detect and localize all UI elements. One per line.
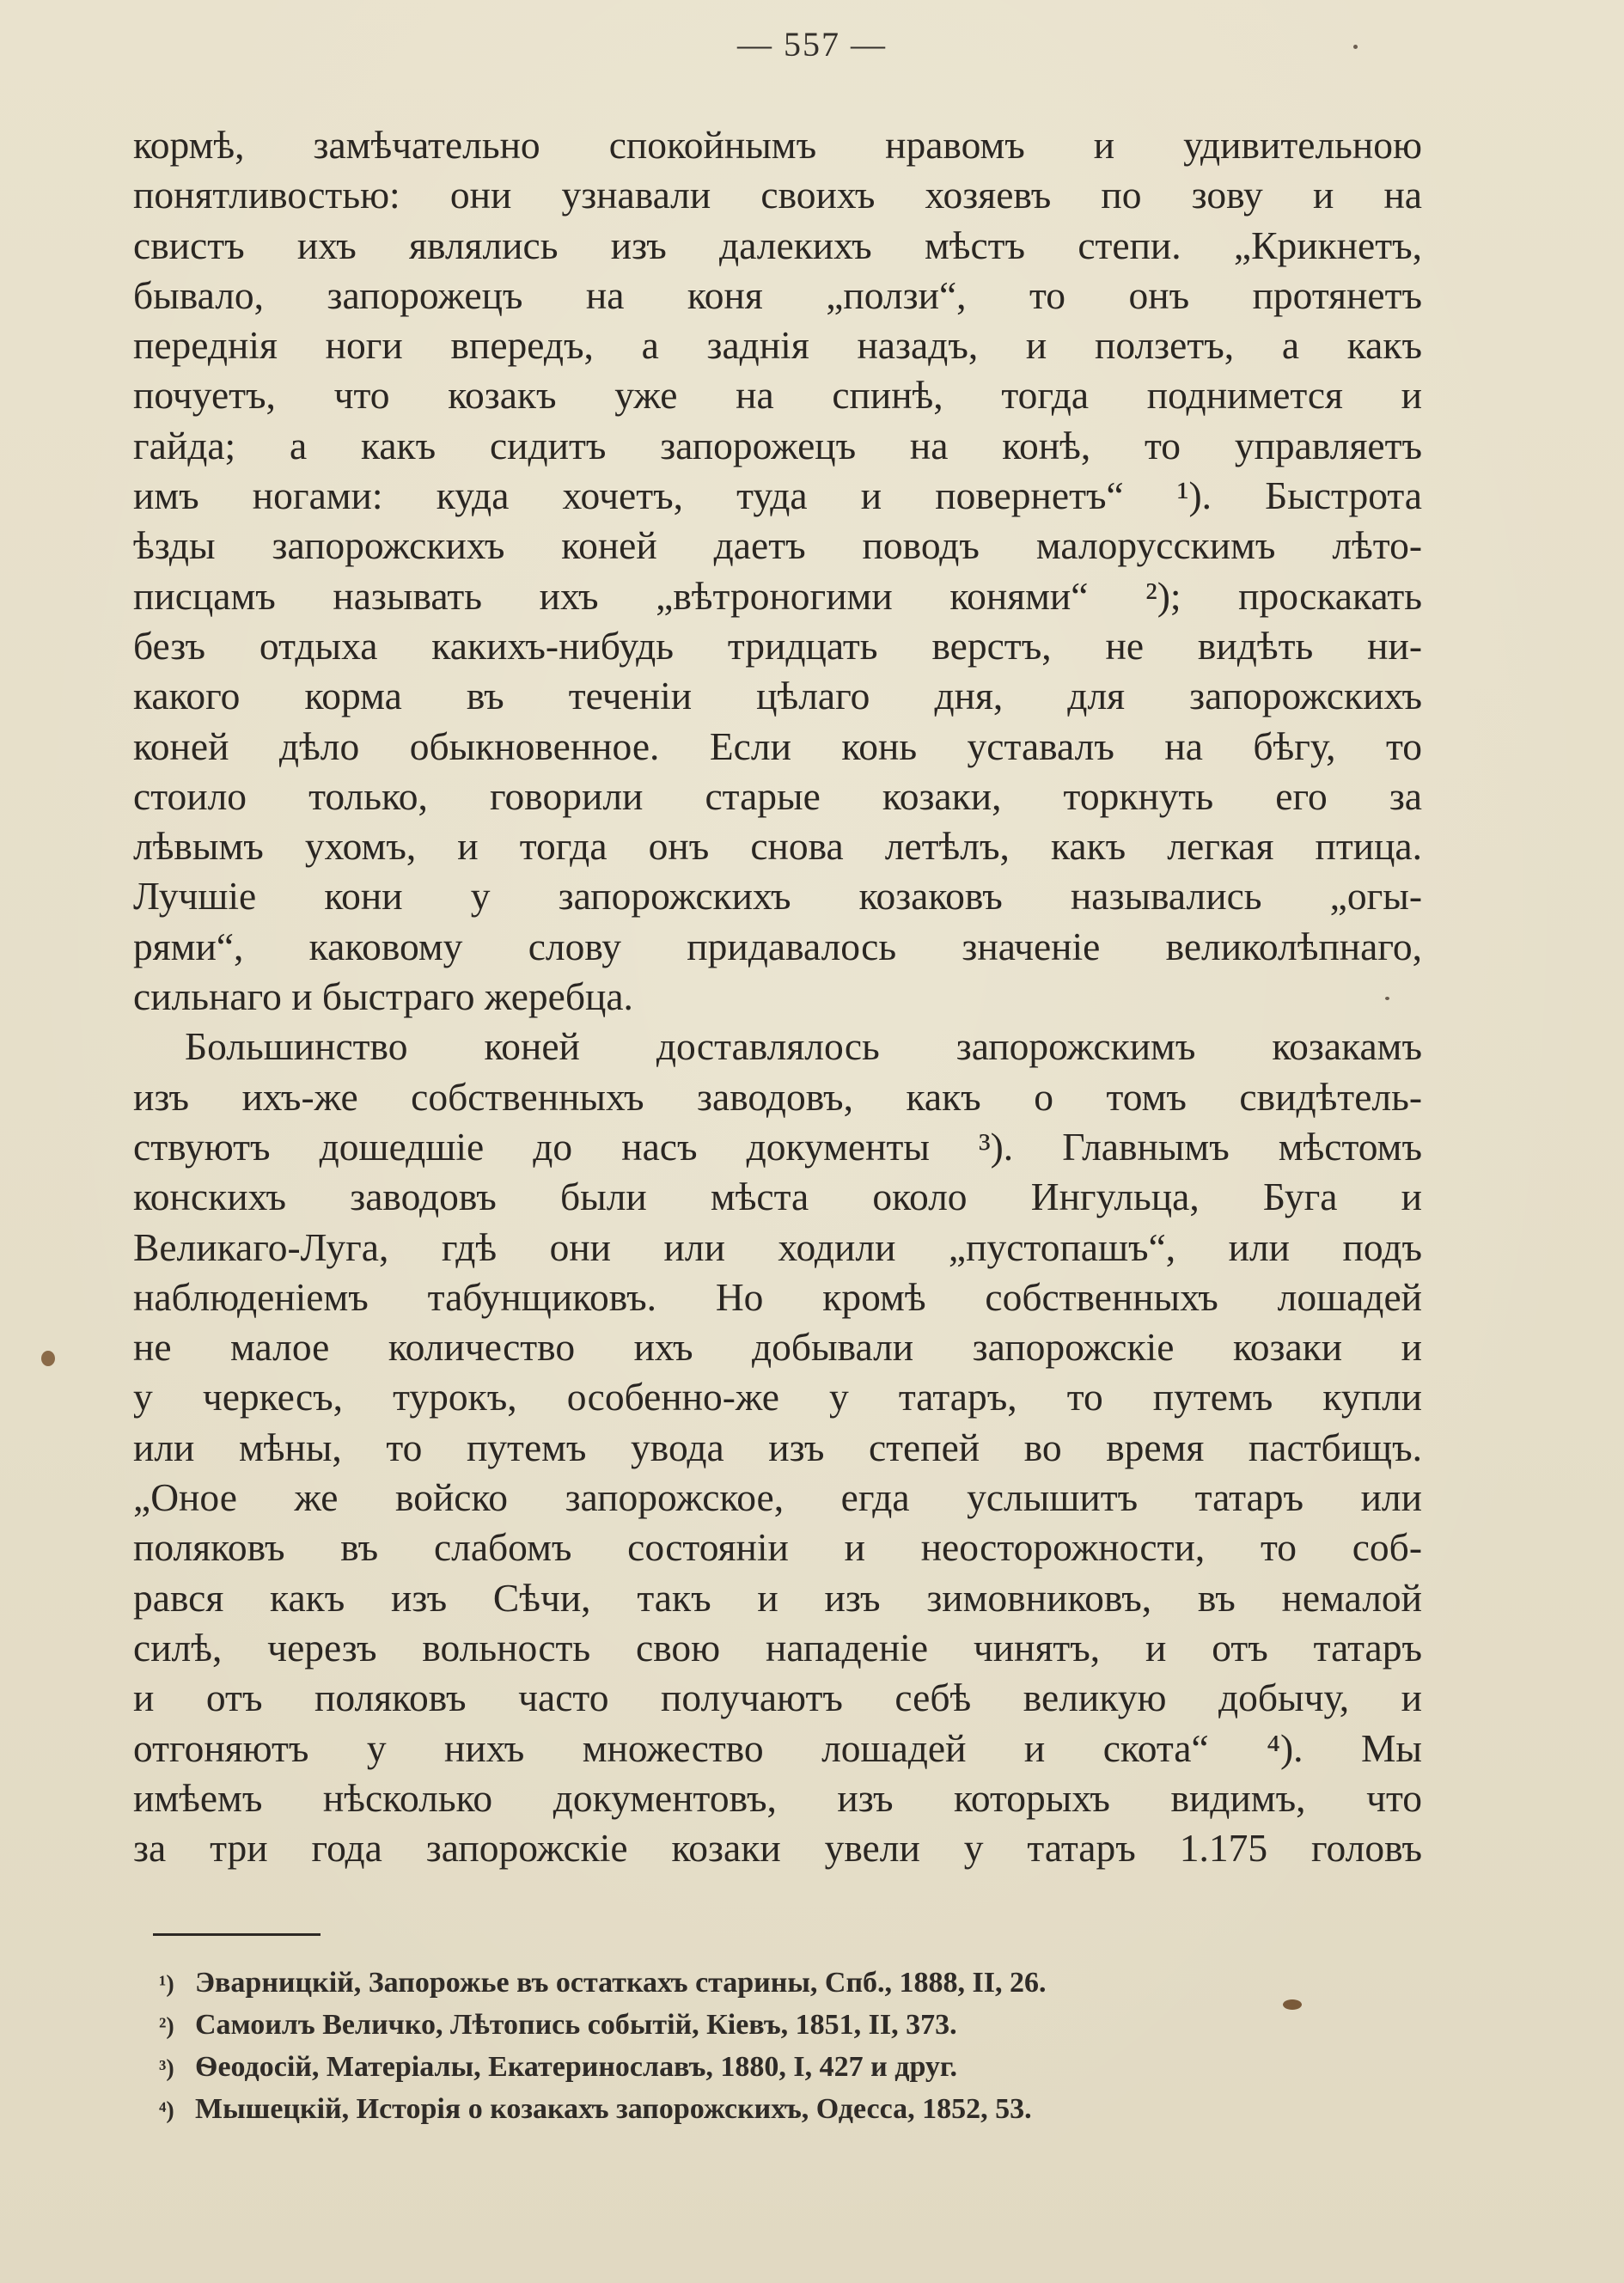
footnote-2 xyxy=(159,2004,1362,2046)
text-line: почуетъ, что козакъ уже на спинѣ, тогда поднимется и xyxy=(133,373,1422,418)
text-line: бывало, запорожецъ на коня „ползи“, то онъ протянетъ xyxy=(133,272,1422,317)
page-number: — 557 — xyxy=(737,25,887,64)
text-line: за три года запорожскіе козаки увели у татаръ 1.175 головъ xyxy=(133,1826,1422,1871)
text-line: рями“, каковому слову придавалось значеніе великолѣпнаго, xyxy=(133,924,1422,968)
text-line: и отъ поляковъ часто получаютъ себѣ великую добычу, и xyxy=(133,1676,1422,1720)
text-line: стоило только, говорили старые козаки, торкнуть его за xyxy=(133,773,1422,818)
footnote-mark: ⁴) xyxy=(159,2097,174,2124)
text-line: у черкесъ, турокъ, особенно-же у татаръ, то путемъ купли xyxy=(133,1375,1422,1419)
footnote-4 xyxy=(159,2088,1362,2130)
footnote-text: Ѳеодосій, Матеріалы, Екатеринославъ, 1880, I, 427 и друг. xyxy=(195,2051,958,2083)
footnote-mark: ²) xyxy=(159,2013,174,2040)
paper-speck xyxy=(1385,997,1389,1000)
text-line: писцамъ называть ихъ „вѣтроногими конями“ ²); проскакать xyxy=(133,573,1422,618)
text-line: имъ ногами: куда хочетъ, туда и повернетъ“ ¹). Быстрота xyxy=(133,473,1422,518)
text-line: гайда; а какъ сидитъ запорожецъ на конѣ, то управляетъ xyxy=(133,423,1422,467)
text-line: какого корма въ теченіи цѣлаго дня, для запорожскихъ xyxy=(133,674,1422,718)
text-line: отгоняютъ у нихъ множество лошадей и скота“ ⁴). Мы xyxy=(133,1725,1422,1770)
footnote-mark: ¹) xyxy=(159,1971,174,1998)
text-line: переднія ноги впередъ, а заднія назадъ, и ползетъ, а какъ xyxy=(133,323,1422,368)
paper-stain xyxy=(41,1351,55,1366)
text-line: коней дѣло обыкновенное. Если конь уставалъ на бѣгу, то xyxy=(133,723,1422,768)
paper-speck xyxy=(1353,45,1358,49)
footnote-text: Мышецкій, Исторія о козакахъ запорожскихъ, Одесса, 1852, 53. xyxy=(195,2093,1032,2125)
text-line: силѣ, черезъ вольность свою нападеніе чинятъ, и отъ татаръ xyxy=(133,1625,1422,1670)
text-line: не малое количество ихъ добывали запорожскіе козаки и xyxy=(133,1325,1422,1370)
text-line: понятливостью: они узнавали своихъ хозяевъ по зову и на xyxy=(133,173,1422,217)
footnote-mark: ³) xyxy=(159,2055,174,2082)
text-line: лѣвымъ ухомъ, и тогда онъ снова летѣлъ, какъ легкая птица. xyxy=(133,824,1422,869)
text-line: безъ отдыха какихъ-нибудь тридцать верстъ, не видѣть ни- xyxy=(133,623,1422,668)
text-line: имѣемъ нѣсколько документовъ, изъ которыхъ видимъ, что xyxy=(133,1775,1422,1820)
text-line: Великаго-Луга, гдѣ они или ходили „пустопашъ“, или подъ xyxy=(133,1224,1422,1269)
footnotes xyxy=(159,1962,1362,2130)
text-line: рався какъ изъ Сѣчи, такъ и изъ зимовниковъ, въ немалой xyxy=(133,1575,1422,1620)
footnote-divider xyxy=(153,1933,321,1936)
text-line: изъ ихъ-же собственныхъ заводовъ, какъ о томъ свидѣтель- xyxy=(133,1074,1422,1119)
footnote-text: Самоилъ Величко, Лѣтопись событій, Кіевъ, 1851, II, 373. xyxy=(195,2009,957,2041)
footnote-3 xyxy=(159,2046,1362,2088)
main-text xyxy=(133,120,1422,1873)
text-line: сильнаго и быстраго жеребца. xyxy=(133,974,633,1019)
text-line: или мѣны, то путемъ увода изъ степей во время пастбищъ. xyxy=(133,1425,1422,1469)
footnote-text: Эварницкій, Запорожье въ остаткахъ старины, Спб., 1888, II, 26. xyxy=(195,1967,1047,1999)
text-line: свистъ ихъ являлись изъ далекихъ мѣстъ степи. „Крикнетъ, xyxy=(133,223,1422,267)
text-line: „Оное же войско запорожское, егда услышитъ татаръ или xyxy=(133,1475,1422,1520)
text-line: Большинство коней доставлялось запорожскимъ козакамъ xyxy=(185,1024,1422,1069)
text-line: наблюденіемъ табунщиковъ. Но кромѣ собственныхъ лошадей xyxy=(133,1274,1422,1319)
text-line: Лучшіе кони у запорожскихъ козаковъ назывались „огы- xyxy=(133,874,1422,919)
text-line: конскихъ заводовъ были мѣста около Ингульца, Буга и xyxy=(133,1175,1422,1219)
paper-stain xyxy=(1283,1999,1302,2010)
text-line: кормѣ, замѣчательно спокойнымъ нравомъ и удивительною xyxy=(133,123,1422,167)
text-line: ствуютъ дошедшіе до насъ документы ³). Главнымъ мѣстомъ xyxy=(133,1124,1422,1169)
text-line: поляковъ въ слабомъ состояніи и неосторожности, то соб- xyxy=(133,1525,1422,1570)
footnote-1 xyxy=(159,1962,1362,2004)
paragraph-2 xyxy=(133,1022,1422,1873)
text-line: ѣзды запорожскихъ коней даетъ поводъ малорусскимъ лѣто- xyxy=(133,523,1422,568)
paragraph-1 xyxy=(133,120,1422,1022)
